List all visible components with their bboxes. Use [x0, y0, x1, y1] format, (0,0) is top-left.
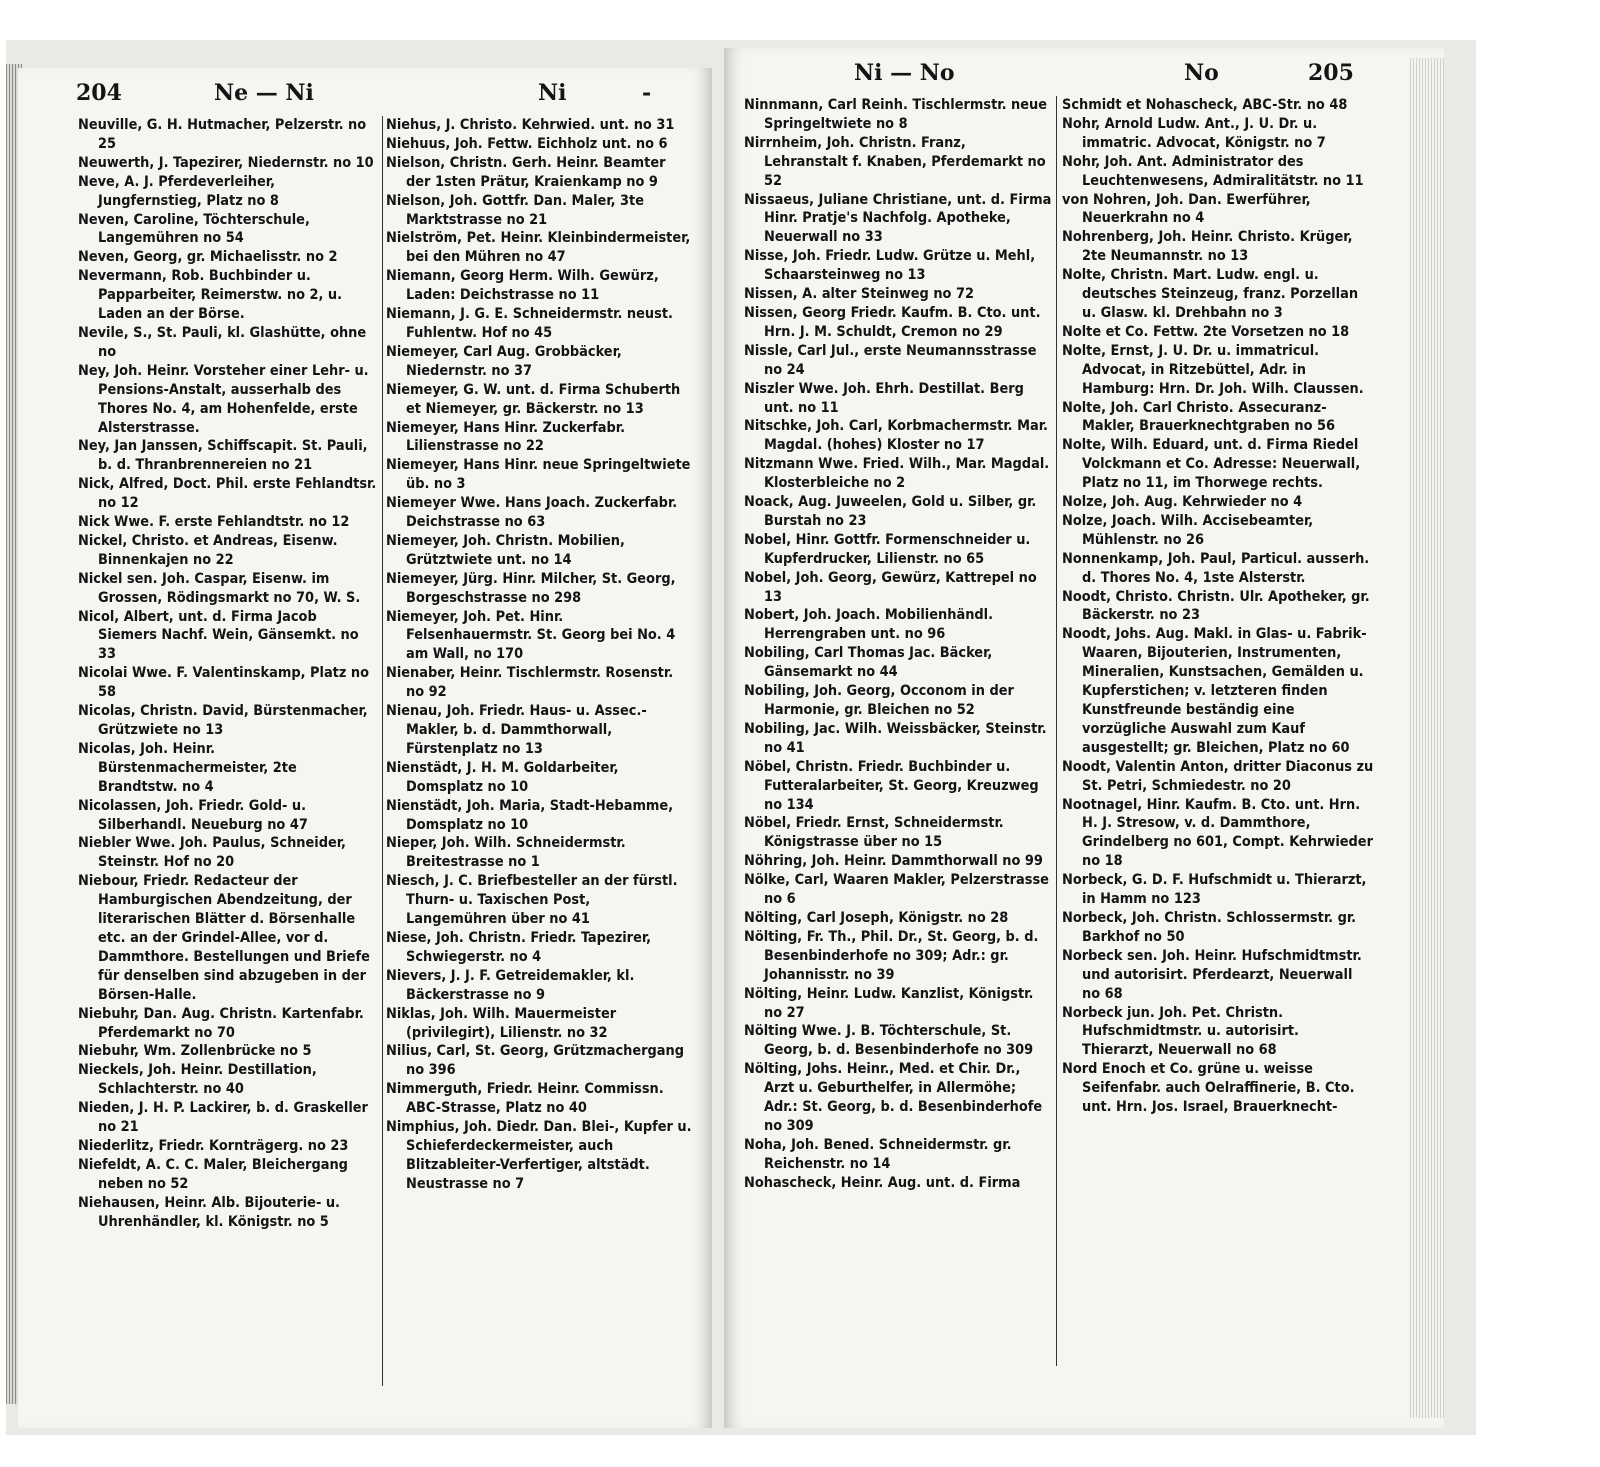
directory-entry: Niese, Joh. Christn. Friedr. Tapezirer, Schwiegerstr. no 4: [386, 929, 652, 965]
directory-entry: Nienstädt, J. H. M. Goldarbeiter, Domsplatz no 10: [386, 759, 619, 795]
directory-entry: Neve, A. J. Pferdeverleiher, Jungfernstieg, Platz no 8: [78, 173, 279, 209]
left-column-2: [386, 116, 692, 1194]
directory-entry: Nieper, Joh. Wilh. Schneidermstr. Breitestrasse no 1: [386, 835, 626, 871]
directory-entry: Noha, Joh. Bened. Schneidermstr. gr. Reichenstr. no 14: [744, 1136, 1012, 1172]
directory-entry: Nienaber, Heinr. Tischlermstr. Rosenstr. no 92: [386, 665, 674, 701]
directory-entry: Nicolassen, Joh. Friedr. Gold- u. Silberhandl. Neueburg no 47: [78, 797, 308, 833]
directory-entry: Neven, Caroline, Töchterschule, Langemühren no 54: [78, 211, 310, 247]
directory-entry: Nolze, Joach. Wilh. Accisebeamter, Mühlenstr. no 26: [1062, 512, 1314, 548]
directory-entry: Nobel, Joh. Georg, Gewürz, Kattrepel no 13: [744, 569, 1037, 605]
left-page-header: [18, 76, 712, 112]
directory-entry: Norbeck, Joh. Christn. Schlossermstr. gr. Barkhof no 50: [1062, 909, 1357, 945]
header-range-right: Ni — No: [854, 60, 955, 86]
directory-entry: Nielson, Joh. Gottfr. Dan. Maler, 3te Marktstrasse no 21: [386, 192, 645, 228]
directory-entry: Noodt, Johs. Aug. Makl. in Glas- u. Fabrik-Waaren, Bijouterien, Instrumenten, Mineralien, Kunstsachen, Gemälden u. Kupferstichen; v. letzteren finden Kunstfreunde beständig eine vorzügliche Auswahl zum Kauf ausgestellt; gr. Bleichen, Platz no 60: [1062, 626, 1367, 756]
directory-entry: Nissen, A. alter Steinweg no 72: [744, 286, 974, 303]
page-number-left: 204: [76, 80, 122, 106]
left-column-1: [78, 116, 380, 1231]
directory-entry: Nöbel, Friedr. Ernst, Schneidermstr. Königstrasse über no 15: [744, 815, 1004, 851]
directory-entry: Nicolai Wwe. F. Valentinskamp, Platz no 58: [78, 665, 370, 701]
directory-entry: Nobiling, Joh. Georg, Occonom in der Harmonie, gr. Bleichen no 52: [744, 683, 1014, 718]
directory-entry: Neven, Georg, gr. Michaelisstr. no 2: [78, 249, 338, 266]
directory-entry: Nöhring, Joh. Heinr. Dammthorwall no 99: [744, 853, 1043, 870]
directory-entry: Neuwerth, J. Tapezirer, Niedernstr. no 10: [78, 154, 374, 171]
directory-entry: Ney, Jan Janssen, Schiffscapit. St. Pauli, b. d. Thranbrennereien no 21: [78, 438, 368, 474]
directory-entry: Niemann, Georg Herm. Wilh. Gewürz, Laden: Deichstrasse no 11: [386, 268, 659, 304]
directory-entry: Nielson, Christn. Gerh. Heinr. Beamter der 1sten Prätur, Kraienkamp no 9: [386, 154, 666, 190]
directory-entry: Nolze, Joh. Aug. Kehrwieder no 4: [1062, 494, 1303, 511]
directory-entry: Nisse, Joh. Friedr. Ludw. Grütze u. Mehl, Schaarsteinweg no 13: [744, 248, 1036, 284]
directory-entry: Nicolas, Christn. David, Bürstenmacher, Grützwiete no 13: [78, 703, 368, 738]
directory-entry: Ninnmann, Carl Reinh. Tischlermstr. neue Springeltwiete no 8: [744, 97, 1048, 132]
directory-entry: Nimmerguth, Friedr. Heinr. Commissn. ABC-Strasse, Platz no 40: [386, 1081, 664, 1117]
directory-entry: Nickel sen. Joh. Caspar, Eisenw. im Grossen, Rödingsmarkt no 70, W. S.: [78, 570, 361, 606]
right-page: [724, 48, 1444, 1428]
directory-entry: Nimphius, Joh. Diedr. Dan. Blei-, Kupfer u. Schieferdeckermeister, auch Blitzableiter-Verfertiger, altstädt. Neustrasse no 7: [386, 1119, 692, 1192]
directory-entry: Neuville, G. H. Hutmacher, Pelzerstr. no 25: [78, 117, 367, 152]
directory-entry: Schmidt et Nohascheck, ABC-Str. no 48: [1062, 97, 1348, 113]
directory-entry: Nobel, Hinr. Gottfr. Formenschneider u. Kupferdrucker, Lilienstr. no 65: [744, 531, 1031, 567]
directory-entry: Nitzmann Wwe. Fried. Wilh., Mar. Magdal. Klosterbleiche no 2: [744, 456, 1050, 492]
directory-entry: Nolte, Christn. Mart. Ludw. engl. u. deutsches Steinzeug, franz. Porzellan u. Glasw. kl. Drehbahn no 3: [1062, 267, 1359, 321]
directory-entry: Nobiling, Carl Thomas Jac. Bäcker, Gänsemarkt no 44: [744, 645, 993, 681]
directory-entry: Niefeldt, A. C. C. Maler, Bleichergang neben no 52: [78, 1156, 348, 1192]
right-column-1: [744, 96, 1052, 1193]
directory-entry: Nöbel, Christn. Friedr. Buchbinder u. Futteralarbeiter, St. Georg, Kreuzweg no 134: [744, 758, 1039, 813]
directory-entry: Niesch, J. C. Briefbesteller an der fürstl. Thurn- u. Taxischen Post, Langemühren über no 41: [386, 873, 678, 928]
directory-entry: Niklas, Joh. Wilh. Mauermeister (privilegirt), Lilienstr. no 32: [386, 1005, 617, 1041]
directory-entry: Niebour, Friedr. Redacteur der Hamburgischen Abendzeitung, der literarischen Blätter d. Börsenhalle etc. an der Grindel-Allee, vor d. Dammthore. Bestellungen und Briefe für denselben sind abzugeben in der Börsen-Halle.: [78, 873, 370, 1003]
directory-entry: Nienau, Joh. Friedr. Haus- u. Assec.-Makler, b. d. Dammthorwall, Fürstenplatz no 13: [386, 703, 647, 757]
directory-entry: Nicol, Albert, unt. d. Firma Jacob Siemers Nachf. Wein, Gänsemkt. no 33: [78, 608, 359, 663]
directory-entry: Niederlitz, Friedr. Kornträgerg. no 23: [78, 1137, 349, 1154]
column-divider-right: [1056, 96, 1057, 1366]
page-edge-stack: [1410, 58, 1444, 1418]
directory-entry: Norbeck, G. D. F. Hufschmidt u. Thierarzt, in Hamm no 123: [1062, 872, 1367, 908]
directory-entry: Noodt, Valentin Anton, dritter Diaconus zu St. Petri, Schmiedestr. no 20: [1062, 758, 1374, 794]
directory-entry: Niemeyer, Hans Hinr. neue Springeltwiete üb. no 3: [386, 457, 691, 493]
directory-entry: Niemann, J. G. E. Schneidermstr. neust. Fuhlentw. Hof no 45: [386, 306, 673, 341]
book-spread: [6, 40, 1476, 1435]
left-page: [18, 68, 712, 1428]
directory-entry: Nitschke, Joh. Carl, Korbmachermstr. Mar. Magdal. (hohes) Kloster no 17: [744, 418, 1048, 454]
directory-entry: Norbeck sen. Joh. Heinr. Hufschmidtmstr. und autorisirt. Pferdearzt, Neuerwall no 68: [1062, 947, 1362, 1002]
directory-entry: Niemeyer Wwe. Hans Joach. Zuckerfabr. Deichstrasse no 63: [386, 495, 678, 531]
directory-entry: Nölting, Fr. Th., Phil. Dr., St. Georg, b. d. Besenbinderhofe no 309; Adr.: gr. Johannisstr. no 39: [744, 928, 1039, 983]
directory-entry: Niemeyer, Joh. Christn. Mobilien, Grütztwiete unt. no 14: [386, 532, 625, 568]
directory-entry: Nilius, Carl, St. Georg, Grützmachergang no 396: [386, 1043, 685, 1079]
directory-entry: Nick Wwe. F. erste Fehlandtstr. no 12: [78, 514, 350, 531]
directory-entry: Niszler Wwe. Joh. Ehrh. Destillat. Berg unt. no 11: [744, 380, 1024, 416]
directory-entry: Niemeyer, Carl Aug. Grobbäcker, Niedernstr. no 37: [386, 343, 622, 379]
directory-entry: Nienstädt, Joh. Maria, Stadt-Hebamme, Domsplatz no 10: [386, 797, 674, 833]
directory-entry: Nootnagel, Hinr. Kaufm. B. Cto. unt. Hrn. H. J. Stresow, v. d. Dammthore, Grindelberg no 601, Compt. Kehrwieder no 18: [1062, 796, 1373, 870]
directory-entry: Niemeyer, G. W. unt. d. Firma Schuberth et Niemeyer, gr. Bäckerstr. no 13: [386, 381, 681, 417]
directory-entry: Nickel, Christo. et Andreas, Eisenw. Binnenkajen no 22: [78, 532, 338, 568]
directory-entry: Niebler Wwe. Joh. Paulus, Schneider, Steinstr. Hof no 20: [78, 835, 346, 871]
directory-entry: Norbeck jun. Joh. Pet. Christn. Hufschmidtmstr. u. autorisirt. Thierarzt, Neuerwall no 68: [1062, 1004, 1299, 1059]
directory-entry: Nevermann, Rob. Buchbinder u. Papparbeiter, Reimerstw. no 2, u. Laden an der Börse.: [78, 268, 343, 323]
directory-entry: von Nohren, Joh. Dan. Ewerführer, Neuerkrahn no 4: [1062, 191, 1311, 227]
directory-entry: Nissaeus, Juliane Christiane, unt. d. Firma Hinr. Pratje's Nachfolg. Apotheke, Neuerwall no 33: [744, 191, 1052, 246]
directory-entry: Nolte, Ernst, J. U. Dr. u. immatricul. Advocat, in Ritzebüttel, Adr. in Hamburg: Hrn. Dr. Joh. Wilh. Claussen.: [1062, 342, 1364, 397]
header-range-left: Ne — Ni: [214, 80, 314, 106]
directory-entry: Nohr, Joh. Ant. Administrator des Leuchtenwesens, Admiralitätstr. no 11: [1062, 153, 1364, 189]
directory-entry: Nieckels, Joh. Heinr. Destillation, Schlachterstr. no 40: [78, 1062, 317, 1098]
directory-entry: Noack, Aug. Juweelen, Gold u. Silber, gr. Burstah no 23: [744, 494, 1037, 529]
directory-entry: Nirrnheim, Joh. Christn. Franz, Lehranstalt f. Knaben, Pferdemarkt no 52: [744, 134, 1046, 189]
right-page-header: [724, 56, 1444, 92]
directory-entry: Nölting, Johs. Heinr., Med. et Chir. Dr., Arzt u. Geburthelfer, in Allermöhe; Adr.: St. Georg, b. d. Besenbinderhofe no 309: [744, 1061, 1043, 1134]
directory-entry: Niebuhr, Wm. Zollenbrücke no 5: [78, 1043, 312, 1060]
directory-entry: Nohascheck, Heinr. Aug. unt. d. Firma: [744, 1174, 1021, 1191]
directory-entry: Nölting, Carl Joseph, Königstr. no 28: [744, 909, 1009, 926]
directory-entry: Nolte, Wilh. Eduard, unt. d. Firma Riedel Volckmann et Co. Adresse: Neuerwall, Platz no 11, im Thorwege rechts.: [1062, 437, 1361, 492]
directory-entry: Niehus, J. Christo. Kehrwied. unt. no 31: [386, 117, 675, 133]
directory-entry: Nölting, Heinr. Ludw. Kanzlist, Königstr. no 27: [744, 985, 1034, 1021]
directory-entry: Nieden, J. H. P. Lackirer, b. d. Graskeller no 21: [78, 1100, 368, 1136]
directory-entry: Nielström, Pet. Heinr. Kleinbindermeister, bei den Mühren no 47: [386, 230, 691, 266]
directory-entry: Nord Enoch et Co. grüne u. weisse Seifenfabr. auch Oelraffinerie, B. Cto. unt. Hrn. Jos. Israel, Brauerknecht-: [1062, 1061, 1355, 1116]
directory-entry: Nevile, S., St. Pauli, kl. Glashütte, ohne no: [78, 324, 367, 360]
directory-entry: Niehuus, Joh. Fettw. Eichholz unt. no 6: [386, 135, 668, 152]
directory-entry: Nissle, Carl Jul., erste Neumannsstrasse no 24: [744, 342, 1037, 378]
directory-entry: Ney, Joh. Heinr. Vorsteher einer Lehr- u. Pensions-Anstalt, ausserhalb des Thores No. 4, am Hohenfelde, erste Alsterstrasse.: [78, 362, 369, 436]
directory-entry: Nohr, Arnold Ludw. Ant., J. U. Dr. u. immatric. Advocat, Königstr. no 7: [1062, 115, 1326, 151]
directory-entry: Nick, Alfred, Doct. Phil. erste Fehlandtsr. no 12: [78, 476, 377, 512]
directory-entry: Nölting Wwe. J. B. Töchterschule, St. Georg, b. d. Besenbinderhofe no 309: [744, 1023, 1034, 1059]
directory-entry: Niehausen, Heinr. Alb. Bijouterie- u. Uhrenhändler, kl. Königstr. no 5: [78, 1194, 340, 1230]
directory-entry: Nohrenberg, Joh. Heinr. Christo. Krüger, 2te Neumannstr. no 13: [1062, 229, 1353, 265]
directory-entry: Niemeyer, Hans Hinr. Zuckerfabr. Lilienstrasse no 22: [386, 419, 626, 455]
directory-entry: Nobert, Joh. Joach. Mobilienhändl. Herrengraben unt. no 96: [744, 607, 994, 643]
header-center-left: Ni: [538, 80, 567, 106]
directory-entry: Niebuhr, Dan. Aug. Christn. Kartenfabr. Pferdemarkt no 70: [78, 1005, 364, 1041]
directory-entry: Niemeyer, Joh. Pet. Hinr. Felsenhauermstr. St. Georg bei No. 4 am Wall, no 170: [386, 608, 676, 663]
directory-entry: Nissen, Georg Friedr. Kaufm. B. Cto. unt. Hrn. J. M. Schuldt, Cremon no 29: [744, 304, 1041, 340]
directory-entry: Nolte, Joh. Carl Christo. Assecuranz-Makler, Brauerknechtgraben no 56: [1062, 399, 1336, 435]
directory-entry: Noodt, Christo. Christn. Ulr. Apotheker, gr. Bäckerstr. no 23: [1062, 588, 1370, 624]
column-divider-left: [382, 116, 383, 1386]
directory-entry: Nölke, Carl, Waaren Makler, Pelzerstrasse no 6: [744, 872, 1049, 908]
directory-entry: Niemeyer, Jürg. Hinr. Milcher, St. Georg, Borgeschstrasse no 298: [386, 570, 676, 606]
header-center-right: No: [1184, 60, 1219, 86]
directory-entry: Nolte et Co. Fettw. 2te Vorsetzen no 18: [1062, 323, 1350, 340]
page-number-right: 205: [1308, 60, 1354, 86]
directory-entry: Nobiling, Jac. Wilh. Weissbäcker, Steinstr. no 41: [744, 720, 1047, 756]
directory-entry: Nievers, J. J. F. Getreidemakler, kl. Bäckerstrasse no 9: [386, 967, 635, 1003]
directory-entry: Nicolas, Joh. Heinr. Bürstenmachermeister, 2te Brandtstw. no 4: [78, 740, 297, 795]
directory-entry: Nonnenkamp, Joh. Paul, Particul. ausserh. d. Thores No. 4, 1ste Alsterstr.: [1062, 550, 1370, 586]
header-dash-left: -: [642, 80, 652, 106]
right-column-2: [1062, 96, 1374, 1117]
